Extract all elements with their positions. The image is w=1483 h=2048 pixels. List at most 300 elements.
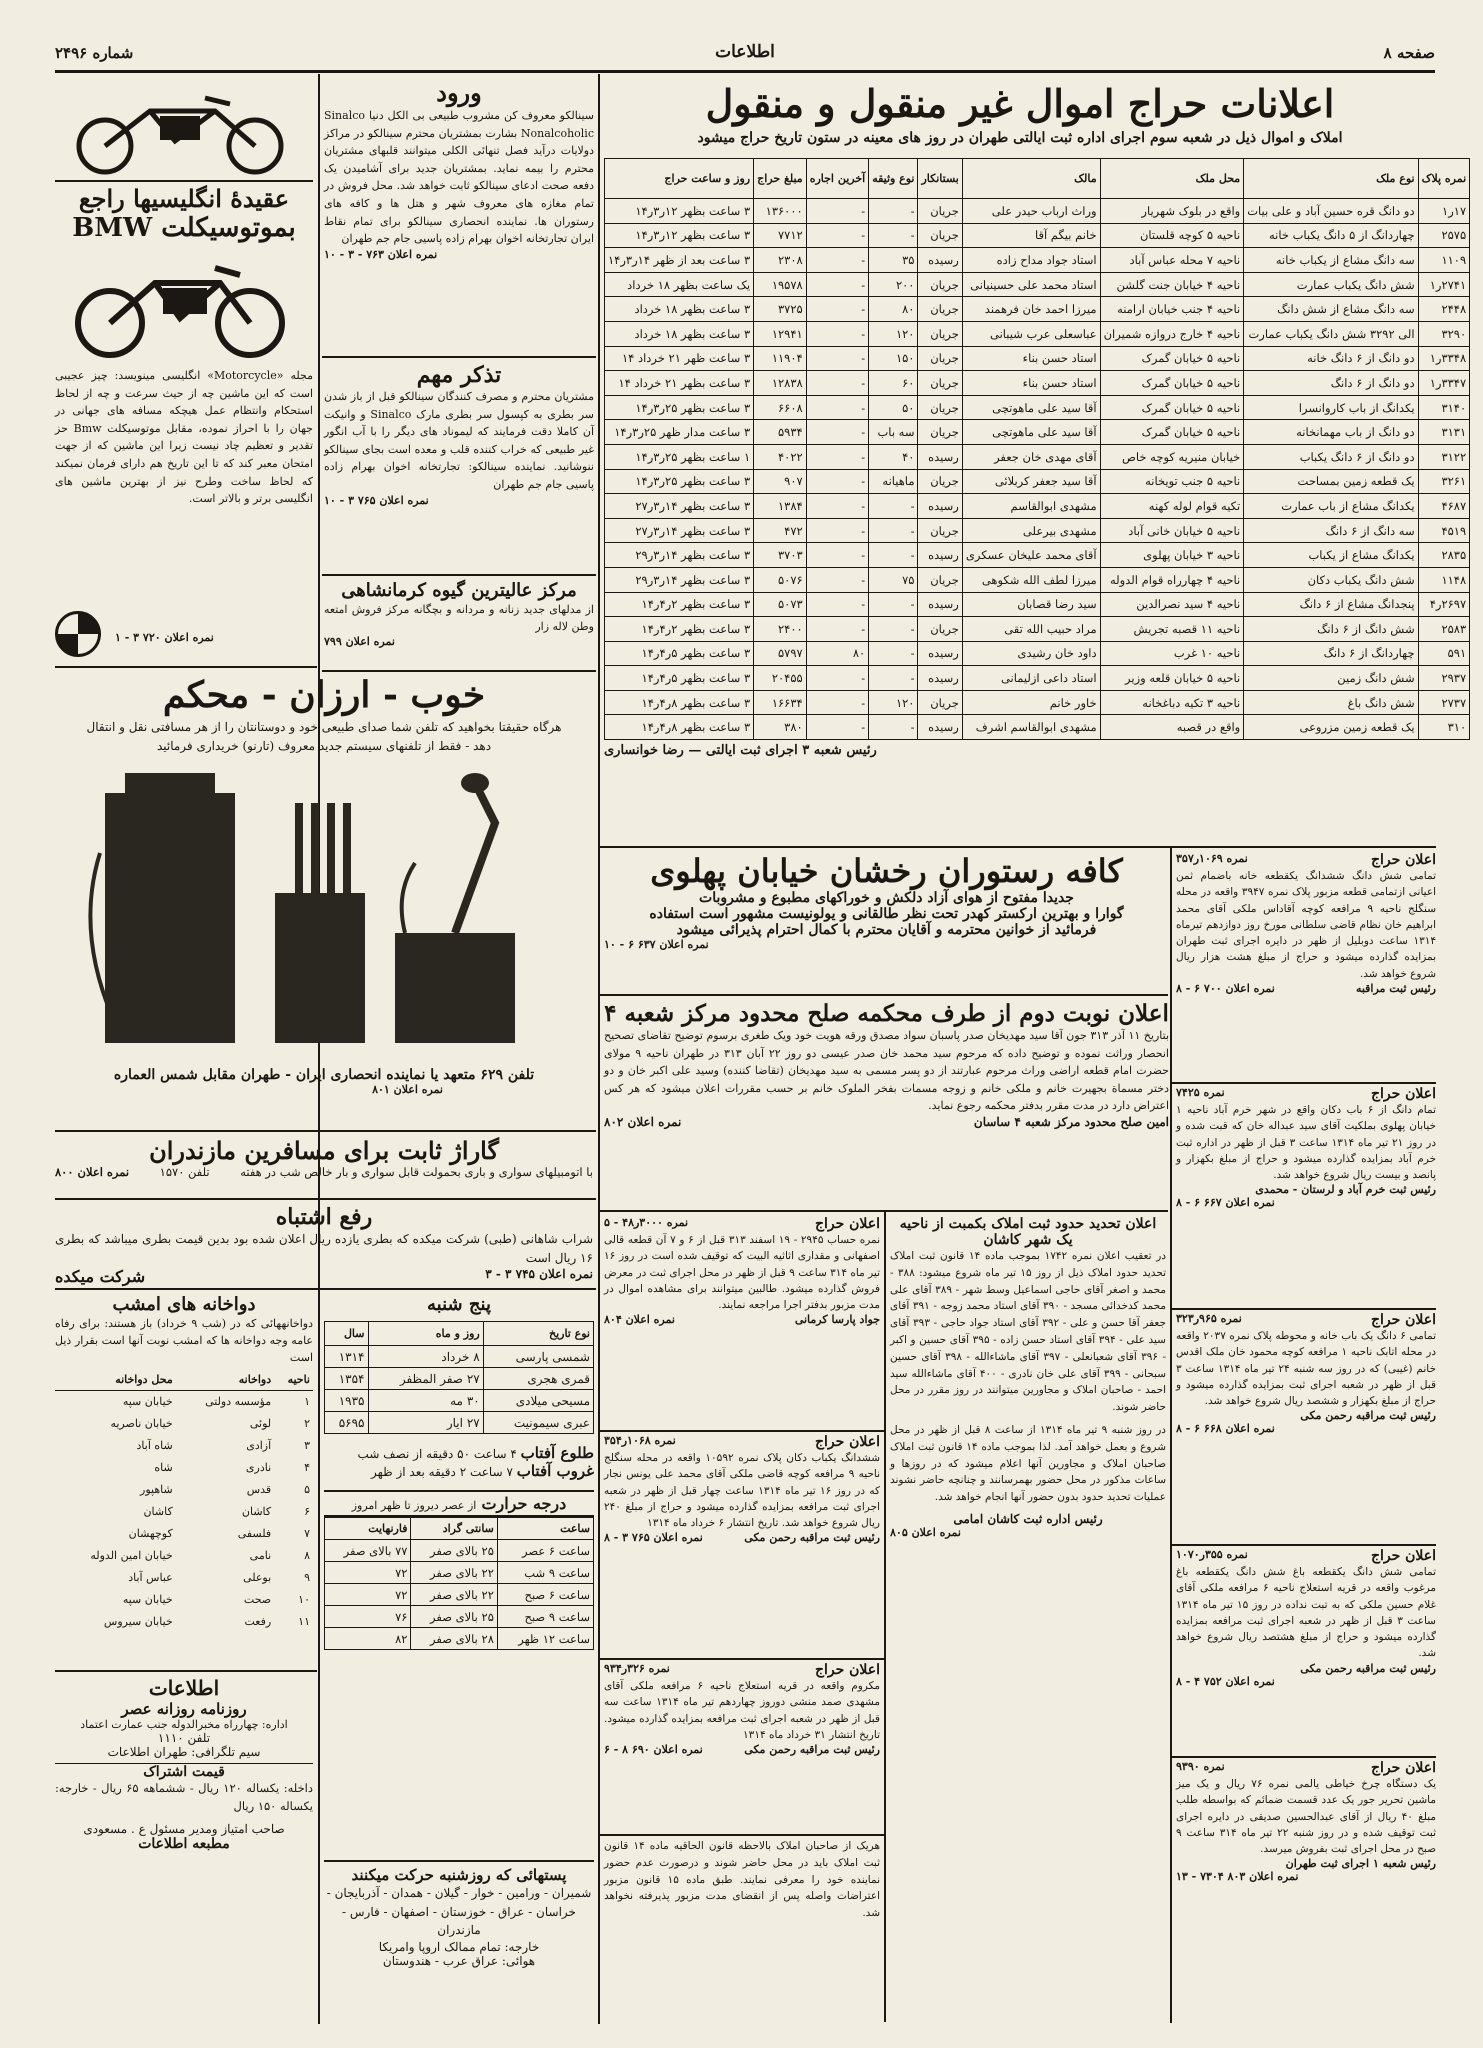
auction-row <box>605 199 1470 224</box>
temperature-row-cell: ساعت ۹ صبح <box>497 1606 593 1628</box>
auction-row-cell: شش دانگ باغ <box>1244 690 1418 715</box>
notice-r5-title: اعلان حراج <box>1370 1760 1436 1776</box>
temperature-row <box>325 1628 594 1650</box>
auction-row-cell: ۳۲۹۰ <box>1418 321 1470 346</box>
masthead-rule <box>55 70 1435 73</box>
auction-row-cell: - <box>869 641 918 666</box>
auction-row <box>605 641 1470 666</box>
auction-row-cell: - <box>869 494 918 519</box>
auction-row-cell: رسیده <box>918 248 962 273</box>
rule-c2-1 <box>322 356 596 358</box>
auction-row-cell: رسیده <box>918 494 962 519</box>
correction-title: رفع اشتباه <box>275 1204 373 1230</box>
auction-row-cell: ۳۷۰۳ <box>754 543 807 568</box>
auction-row <box>605 617 1470 642</box>
auction-row-cell: ۳ ساعت بظهر ۲۵ر۳ر۱۴ <box>605 395 754 420</box>
pharmacy-row-cell: آزادی <box>246 1438 272 1452</box>
auction-row-cell: جریان <box>918 199 962 224</box>
pharmacy-row-cell: ۱ <box>304 1394 310 1408</box>
auction-row-cell: جریان <box>918 346 962 371</box>
auction-row-cell: آقا سید جعفر کربلائی <box>962 469 1100 494</box>
notice-b1-ad-number: نمره اعلان ۸۰۴ <box>604 1313 675 1327</box>
auction-row-cell: دو دانگ از ۶ دانگ <box>1244 371 1418 396</box>
auction-row-cell: استاد حسن بناء <box>962 371 1100 396</box>
auction-row-cell: ۱۹۵۷۸ <box>754 272 807 297</box>
auction-row-cell: - <box>806 321 868 346</box>
bmw-ad <box>55 76 313 666</box>
auction-row-cell: ۳ ساعت مدار ظهر ۲۵ر۳ر۱۴ <box>605 420 754 445</box>
pharmacy-col-district: ناحیه <box>274 1370 313 1390</box>
auction-row-cell: ۳ ساعت بظهر ۸ر۴ر۱۴ <box>605 690 754 715</box>
rule-c12-1 <box>55 1130 596 1132</box>
auction-row-cell: آقا سید علی ماهوتچی <box>962 420 1100 445</box>
auction-row <box>605 371 1470 396</box>
auction-row-cell: پنجدانگ مشاع از ۶ دانگ <box>1244 592 1418 617</box>
garage-ad-number: نمره اعلان ۸۰۰ <box>55 1165 130 1179</box>
auction-row-cell: ناحیه ۵ خیابان قلعه وزیر <box>1100 666 1244 691</box>
temperature-row-cell: ۸۲ <box>325 1628 411 1650</box>
temperature-row <box>325 1584 594 1606</box>
pharmacy-row-cell: نامی <box>249 1548 272 1562</box>
auction-row-cell: شش دانگ یکباب عمارت <box>1244 272 1418 297</box>
auction-row-cell: ۷۵ <box>869 567 918 592</box>
auction-row-cell: ۳ ساعت بظهر ۵ر۴ر۱۴ <box>605 666 754 691</box>
auction-row-cell: رسیده <box>918 715 962 740</box>
auction-row-cell: سه دانگ مشاع از یکباب خانه <box>1244 248 1418 273</box>
auction-row-cell: ۵۰۷۳ <box>754 592 807 617</box>
calendar-row-cell: ۱۳۵۴ <box>325 1368 369 1390</box>
auction-row-cell: - <box>806 469 868 494</box>
notice-b4-ad-number: نمره اعلان ۶۹۰ ۸ - ۶ <box>604 1743 703 1757</box>
auction-row-cell: - <box>869 715 918 740</box>
notice-b3-body: ششدانگ یکباب دکان پلاک نمره ۱۰۵۹۲ واقعه در محله سنگلج ناحیه ۹ مرافعه کوچه قاضی ملکی آقای محمد علی یونس نجار که در روز ۱۶ تیر ماه ۱۳۱۴ ساعت چهار قبل از ظهر در شعبه اجرای ثبت مرافعه بمزایده گذارده میشود و حراج از مبلغ ۲۴۰ ریال شروع خواهد شد. تاریخ انتشار ۶ خرداد ماه ۱۳۱۴ <box>604 1452 881 1530</box>
auction-row <box>605 518 1470 543</box>
kerman-ad <box>324 580 594 670</box>
auction-row-cell: ۲۸۳۵ <box>1418 543 1470 568</box>
auction-row-cell: ۳ ساعت بظهر ۱۸ خرداد <box>605 321 754 346</box>
telephone-illustration <box>55 763 593 1063</box>
auction-row-cell: ۱۵۰ <box>869 346 918 371</box>
calendar-row <box>325 1390 594 1412</box>
temperature-title-a: درجه حرارت <box>481 1494 567 1513</box>
calendar-row-cell: ۵۶۹۵ <box>325 1412 369 1434</box>
auction-row-cell: دو دانگ قره حسین آباد و علی بیات <box>1244 199 1418 224</box>
auction-row-cell: ۳ ساعت بظهر ۲ر۴ر۱۴ <box>605 592 754 617</box>
auction-row-cell: خاور خانم <box>962 690 1100 715</box>
auction-row-cell: - <box>806 543 868 568</box>
auction-row-cell: ۳۱۰ <box>1418 715 1470 740</box>
notice-b2-ad-number: نمره اعلان ۸۰۵ <box>890 1525 961 1539</box>
colophon-owner: صاحب امتیاز ومدیر مسئول ع . مسعودی <box>83 1821 285 1836</box>
auction-row-cell: ۴۵۱۹ <box>1418 518 1470 543</box>
auction-row-cell: - <box>806 297 868 322</box>
post-title: پستهائی که روزشنبه حرکت میکنند <box>324 1860 594 1884</box>
pharmacy-row-cell: ۷ <box>304 1526 310 1540</box>
wordu-body: سینالکو معروف کن مشروب طبیعی بی الکل دنیا Sinalco Nonalcoholic بشارت بمشتریان محترم سینالکو در مراکز دولایات درآید فصل تنهائی الکلی میتوانند قلبهای مشتریان محترم را بیمه نماید. بمشتریان جدید برای آشامیدن یک دفعه صحت ادعای سینالکو ثابت خواهد شد. محل فروش در تمام مغازه های معروف شهر و هتل ها و کافه های رستوران ها. نماینده انحصاری سینالکو برای تمام نقاط ایران تجارتخانه اخوان بهرام زاده پاسیی جام جم طهران <box>324 109 594 246</box>
pharmacy-row <box>55 1434 313 1456</box>
notice-r2 <box>1176 1086 1436 1306</box>
kerman-ad-number: نمره اعلان ۷۹۹ <box>324 635 395 649</box>
rule-c12-3 <box>55 1288 596 1290</box>
pharmacy-row <box>55 1500 313 1522</box>
auction-row-cell: ۷۷۱۲ <box>754 223 807 248</box>
auction-row-cell: یک ساعت بظهر ۱۸ خرداد <box>605 272 754 297</box>
cafe-line3: فرمائید از خوانین محترمه و آقایان محترم با کمال احترام پذیرائی میشود <box>676 922 1097 938</box>
auction-row-cell: ۳ ساعت بظهر ۱۴ر۳ر۲۷ <box>605 494 754 519</box>
notice-r2-body: تمام دانگ از ۶ باب دکان واقع در شهر خرم آباد ناحیه ۱ خیابان پهلوی بملکیت آقای سید عبداله خان که قبت شده و در روز ۲۱ تیر ماه ۱۳۱۴ ساعت ۳ قبل از ظهر در اداره ثبت خرم آباد بمزایده گذارده میشود و حراج از مبلغ بکهزار و پانصد و بیست ریال شروع خواهد شد. <box>1176 1104 1436 1182</box>
notice-r4-sign: رئیس ثبت مراقبه رحمن مکی <box>1300 1661 1436 1675</box>
telephone-contact: تلفن ۶۲۹ متعهد یا نماینده انحصاری ایران - طهران مقابل شمس العماره <box>113 1067 535 1084</box>
telephone-slogan: خوب - ارزان - محکم <box>162 674 486 716</box>
rule-c2-2 <box>322 574 596 576</box>
calendar-col-type: نوع تاریخ <box>483 1322 593 1346</box>
auction-row-cell: ۲۴۴۸ <box>1418 297 1470 322</box>
calendar-row-cell: ۱۹۳۵ <box>325 1390 369 1412</box>
court-ad-number: نمره اعلان ۸۰۲ <box>604 1114 682 1129</box>
auction-row-cell: - <box>806 223 868 248</box>
pharmacy-row-cell: ۱۱ <box>298 1614 310 1628</box>
auction-row-cell: ناحیه ۷ محله عباس آباد <box>1100 248 1244 273</box>
pharmacy-row-cell: ۹ <box>304 1570 310 1584</box>
col-deposit: نوع وثیقه <box>869 159 918 199</box>
auction-row-cell: واقع در قصبه <box>1100 715 1244 740</box>
auction-row-cell: ۳۷۲۵ <box>754 297 807 322</box>
auction-row <box>605 395 1470 420</box>
auction-row-cell: ۵۹۳۴ <box>754 420 807 445</box>
calendar-row-cell: ۲۷ صفر المظفر <box>368 1368 483 1390</box>
temperature-row-cell: ۲۲ بالای صفر <box>411 1584 497 1606</box>
auction-row-cell: جریان <box>918 690 962 715</box>
auction-row-cell: مشهدی ابوالقاسم اشرف <box>962 715 1100 740</box>
auction-row-cell: - <box>806 346 868 371</box>
masthead <box>55 40 1435 68</box>
pharmacy-row-cell: رفعت <box>244 1614 272 1628</box>
calendar-col-day: روز و ماه <box>368 1322 483 1346</box>
pharmacy-row-cell: لوئی <box>249 1416 272 1430</box>
auction-row-cell: ناحیه ۴ جنب خیابان ارامنه <box>1100 297 1244 322</box>
notice-r3-ad-number: نمره اعلان ۶۶۸ ۶ - ۸ <box>1176 1422 1275 1436</box>
colophon-type: روزنامه روزانه عصر <box>121 1700 247 1718</box>
auction-row-cell: ۳ ساعت بظهر ۱۴ر۳ر۲۷ <box>605 518 754 543</box>
calendar-row <box>325 1412 594 1434</box>
auction-row <box>605 494 1470 519</box>
col-creditor: بستانکار <box>918 159 962 199</box>
auction-row <box>605 567 1470 592</box>
auction-row-cell: جریان <box>918 420 962 445</box>
auction-row-cell: شش دانگ زمین <box>1244 666 1418 691</box>
auction-row-cell: استاد حسن بناء <box>962 346 1100 371</box>
pharmacy-row-cell: ۱۰ <box>298 1592 310 1606</box>
auction-row-cell: یک قطعه زمین مزروعی <box>1244 715 1418 740</box>
auction-row <box>605 248 1470 273</box>
rule-b-2 <box>600 1658 884 1660</box>
auction-row-cell: آقای محمد علیخان عسکری <box>962 543 1100 568</box>
auction-row-cell: ۵۷۹۷ <box>754 641 807 666</box>
auction-row-cell: ۲۳۰۸ <box>754 248 807 273</box>
sunset-time: ۷ ساعت ۲ دقیقه بعد از ظهر <box>370 1465 513 1479</box>
auction-row-cell: ۳ ساعت ظهر ۲۱ خرداد ۱۴ <box>605 346 754 371</box>
auction-row-cell: ۱۶۶۳۴ <box>754 690 807 715</box>
auction-row-cell: رسیده <box>918 543 962 568</box>
auction-row-cell: جریان <box>918 567 962 592</box>
notice-r3-sign: رئیس ثبت مراقبه رحمن مکی <box>1300 1409 1436 1423</box>
temperature-row-cell: ۲۵ بالای صفر <box>411 1606 497 1628</box>
auction-table <box>604 158 1470 740</box>
auction-row-cell: ۲۴۰۰ <box>754 617 807 642</box>
auction-row-cell: ۳ ساعت بظهر ۱۲ر۳ر۱۴ <box>605 199 754 224</box>
notice-b3-no: نمره ۱۰۶۸ر۳۵۴ <box>604 1434 676 1447</box>
auction-row-cell: - <box>869 223 918 248</box>
auction-row-cell: - <box>869 518 918 543</box>
auction-row-cell: ۲۷۳۷ <box>1418 690 1470 715</box>
auction-row <box>605 272 1470 297</box>
notice-b2-sign: رئیس اداره ثبت کاشان امامی <box>953 1511 1103 1526</box>
col-date: روز و ساعت حراج <box>605 159 754 199</box>
notice-b2 <box>890 1216 1166 2016</box>
pharmacy-row-cell: ۴ <box>304 1460 310 1474</box>
temperature-row-cell: ۲۲ بالای صفر <box>411 1562 497 1584</box>
calendar-row-cell: ۳۰ مه <box>368 1390 483 1412</box>
notice-r1 <box>1176 852 1436 1082</box>
auction-row-cell: ۳ ساعت بظهر ۲ر۴ر۱۴ <box>605 617 754 642</box>
notice-r4-no: نمره ۳۵۵ر۱۰۷۰ <box>1176 1548 1248 1561</box>
pharmacy-row-cell: شاهپور <box>140 1482 173 1496</box>
notice-r1-body: تمامی شش دانگ ششدانگ یکقطعه خانه باضمام ثمن اعیانی ازتمامی قطعه مزبور پلاک نمره ۳۹۴۷ واقعه در محله سنگلج ناحیه ۹ مرافعه کوچه آقاداس ملکی آقای محمد ابراهیم خان نظام قاضی سلطانی مورخ روز دوازدهم تیرماه ۱۳۱۴ ساعت دوبلیل از ظهر در دایره اجرای ثبت طهران بمزایده گذارده میشود و حراج از مبلغ هشت هزار ریال شروع خواهد شد. <box>1176 870 1437 980</box>
pharmacy-row <box>55 1478 313 1500</box>
auction-row <box>605 420 1470 445</box>
notice-b1-no: نمره ۳۰۰۰ر۴۸ - ۵ <box>604 1216 689 1229</box>
cafe-ad <box>604 852 1169 992</box>
temperature-row-cell: ۷۲ <box>325 1562 411 1584</box>
colophon <box>55 1676 313 1976</box>
temperature-row-cell: ۲۸ بالای صفر <box>411 1628 497 1650</box>
auction-row-cell: دو دانگ از باب مهمانخانه <box>1244 420 1418 445</box>
auction-row-cell: جریان <box>918 297 962 322</box>
pharmacy-row-cell: خیابان سپه <box>122 1592 173 1606</box>
subscription-body: داخله: یکساله ۱۲۰ ریال - ششماهه ۶۵ ریال - خارجه: یکساله ۱۵۰ ریال <box>55 1781 313 1813</box>
pharmacy-col-name: دواخانه <box>176 1370 274 1390</box>
divider-sub <box>884 1212 886 2022</box>
auction-row-cell: - <box>806 715 868 740</box>
auction-row-cell: ۲۵۷۵ <box>1418 223 1470 248</box>
temperature-row-cell: ساعت ۶ عصر <box>497 1540 593 1562</box>
calendar-row-cell: ۱۳۱۴ <box>325 1346 369 1368</box>
calendar-row-cell: ۸ خرداد <box>368 1346 483 1368</box>
auction-row-cell: ناحیه ۱۰ غرب <box>1100 641 1244 666</box>
wordu-ad-number: نمره اعلان ۷۶۳ - ۳ - ۱۰ <box>324 247 438 261</box>
auction-row-cell: ۱۳۶۰۰۰ <box>754 199 807 224</box>
pharmacy-row-cell: ۳ <box>304 1438 310 1452</box>
auction-row <box>605 690 1470 715</box>
notice-b5-body: هریک از صاحبان املاک بالاحظه قانون الحاقیه ماده ۱۴ قانون ثبت املاک باید در محل حاضر شوند و درصورت عدم حضور نماینده خود را معرفی نمایند. طبق ماده ۱۵ قانون مزبور اعتراضات واصله پس از انقضای مدت مزبور پذیرفته نخواهد شد. <box>604 1840 880 1920</box>
calendar-row-cell: عبری سیمونیت <box>483 1412 593 1434</box>
auction-row-cell: استاد داعی ازلیمانی <box>962 666 1100 691</box>
auction-row-cell: ۲۵۸۳ <box>1418 617 1470 642</box>
notice-b3-sign: رئیس ثبت مراقبه رحمن مکی <box>744 1531 880 1545</box>
auction-row-cell: ۳۳۴۸ر۱ <box>1418 346 1470 371</box>
col-location: محل ملک <box>1100 159 1244 199</box>
note-important <box>324 362 594 567</box>
pharmacy-intro: دواخانههائی که در (شب ۹ خرداد) باز هستند: برای رفاه عامه وجه دواخانه ها که امشب نوبت آنها است بقرار ذیل است <box>55 1317 314 1365</box>
temperature-row-cell: ساعت ۹ شب <box>497 1562 593 1584</box>
auction-row-cell: - <box>806 690 868 715</box>
calendar-table <box>324 1321 594 1434</box>
auction-row-cell: ۴۶۸۷ <box>1418 494 1470 519</box>
auction-row-cell: - <box>806 567 868 592</box>
auction-row-cell: جریان <box>918 469 962 494</box>
court-sign: امین صلح محدود مرکز شعبه ۴ ساسان <box>973 1114 1169 1129</box>
cafe-ad-number: نمره اعلان ۶۳۷ ۶ - ۱۰ <box>604 938 709 951</box>
kerman-body: از مدلهای جدید زنانه و مردانه و بچگانه مرکز فروش امتعه وطن لاله زار <box>324 603 594 634</box>
bmw-logo-icon <box>55 611 101 657</box>
auction-row-cell: سه دانگ مشاع از شش دانگ <box>1244 297 1418 322</box>
rule-rr-4 <box>1172 1756 1436 1758</box>
auction-row-cell: مشهدی ابوالقاسم <box>962 494 1100 519</box>
auction-row-cell: رسیده <box>918 444 962 469</box>
kerman-title: مرکز عالیترین گیوه کرمانشاهی <box>341 580 577 601</box>
auction-row-cell: ۵۹۱ <box>1418 641 1470 666</box>
auction-row <box>605 592 1470 617</box>
pharmacy-row <box>55 1588 313 1610</box>
notice-b4-title: اعلان حراج <box>814 1662 880 1678</box>
notice-r5-sign: رئیس شعبه ۱ اجرای ثبت طهران <box>1285 1857 1436 1871</box>
page-number: صفحه ۸ <box>1383 44 1435 62</box>
note-important-body: مشتریان محترم و مصرف کنندگان سینالکو قبل از باز شدن سر بطری به کپسول سر بطری مارک Sinalco و وانیکت آن کاملا دقت فرمایند که لیموناد های دیگر را با آب انگور غیر طبیعی که خراب کننده قلب و معده است بجای سینالکو ننوشانید. نماینده سینالکو: تجارتخانه اخوان بهرام زاده پاسیی جام جم طهران <box>324 390 595 491</box>
notice-b4-sign: رئیس ثبت مراقبه رحمن مکی <box>744 1743 880 1757</box>
auction-row-cell: ناحیه ۵ خیابان خانی آباد <box>1100 518 1244 543</box>
subscription-title: قیمت اشتراک <box>55 1763 313 1780</box>
auction-bottom-rule <box>600 846 1436 848</box>
bmw-brand: بموتوسیکلت BMW <box>72 213 296 243</box>
wordu-title: ورود <box>436 78 482 107</box>
auction-row-cell: ۵۰ <box>869 395 918 420</box>
calendar-header-row <box>325 1322 594 1346</box>
motorcycle-illustration-bottom <box>55 243 313 363</box>
calendar-row-cell: مسیحی میلادی <box>483 1390 593 1412</box>
auction-row-cell: شش دانگ یکباب دکان <box>1244 567 1418 592</box>
notice-b4 <box>604 1662 880 1832</box>
pharmacy-row-cell: ۸ <box>304 1548 310 1562</box>
auction-row-cell: ۱۱۹۰۴ <box>754 346 807 371</box>
auction-row-cell: ۶۶۰۸ <box>754 395 807 420</box>
pharmacy-title: دواخانه های امشب <box>112 1294 256 1315</box>
pharmacy-row-cell: عباس آباد <box>128 1570 173 1584</box>
colophon-tel-label: تلفن <box>187 1731 211 1745</box>
bmw-ad-number: نمره اعلان ۷۲۰ ۳ - ۱ <box>115 631 214 644</box>
notice-b1-body: نمره حساب ۲۹۴۵ - ۱۹ اسفند ۳۱۳ قبل از ۶ و ۷ آن قطعه قالی اصفهانی و مقداری اثاثیه البیت که توقیف شده است در روز ۱۶ تیر ماه ۳۱۴ ساعت ۹ قبل از ظهر در محل اجرای ثبت در معرض فروش گذارده میشود. طالبین میتوانند برای مشاهده اموال در مدت مزبور بدفتر اجرا مراجعه نمایند. <box>604 1234 881 1312</box>
auction-row-cell: ۱۱۰۹ <box>1418 248 1470 273</box>
auction-row-cell: مراد حبیب الله تقی <box>962 617 1100 642</box>
auction-row-cell: آقا سید علی ماهوتچی <box>962 395 1100 420</box>
notice-b3-ad-number: نمره اعلان ۷۶۵ ۳ - ۸ <box>604 1531 703 1545</box>
auction-row-cell: سه دانگ از ۶ دانگ <box>1244 518 1418 543</box>
auction-row-cell: ۳ ساعت بظهر ۲۱ خرداد ۱۴ <box>605 371 754 396</box>
auction-row-cell: ۳ ساعت بظهر ۱۴ر۳ر۲۹ <box>605 543 754 568</box>
auction-row-cell: استاد محمد علی حسینیانی <box>962 272 1100 297</box>
auction-row-cell: عباسعلی عرب شیبانی <box>962 321 1100 346</box>
auction-row-cell: ۱۲۰ <box>869 690 918 715</box>
pharmacy-row-cell: کاشان <box>241 1504 272 1518</box>
auction-row-cell: ناحیه ۵ خیابان گمرک <box>1100 420 1244 445</box>
auction-row-cell: ۳۲۶۱ <box>1418 469 1470 494</box>
auction-row <box>605 444 1470 469</box>
auction-row <box>605 223 1470 248</box>
notice-r5-body: یک دستگاه چرخ خیاطی یالمی نمره ۷۶ ریال و یک میز ماشین تحریر جور یک عدد قسمت ضمائم که بواسطه طلب مبلغ ۴۰ ریال از آقای عبدالحسین صدیقی در دایره اجرای ثبت توقیف شده و در روز شنبه ۲۲ تیر ماه ۳۱۴ ساعت ۹ صبح در محل اجرای ثبت بفروش میرسد. <box>1176 1778 1436 1856</box>
calendar-row <box>325 1368 594 1390</box>
notice-r2-sign: رئیس ثبت خرم آباد و لرستان - محمدی <box>1255 1183 1436 1197</box>
notice-b2-title: اعلان تحدید حدود ثبت املاک بکمبت از ناحیه یک شهر کاشان <box>899 1216 1157 1248</box>
auction-row-cell: چهاردانگ از ۵ دانگ یکباب خانه <box>1244 223 1418 248</box>
calendar-row-cell: ۲۷ ایار <box>368 1412 483 1434</box>
auction-row <box>605 666 1470 691</box>
rule-rr-1 <box>1172 1082 1436 1084</box>
auction-row-cell: - <box>806 371 868 396</box>
auction-row-cell: یکدانگ مشاع از یکباب <box>1244 543 1418 568</box>
auction-row-cell: ناحیه ۵ جنب تویخانه <box>1100 469 1244 494</box>
pharmacy-row-cell: شاه آباد <box>136 1438 173 1452</box>
auction-row-cell: - <box>806 518 868 543</box>
auction-row-cell: ۶۰ <box>869 371 918 396</box>
auction-row-cell: - <box>806 395 868 420</box>
pharmacy-col-place: محل دواخانه <box>55 1370 176 1390</box>
col-rent: آخرین اجاره <box>806 159 868 199</box>
pharmacy-row-cell: ۲ <box>304 1416 310 1430</box>
pharmacy-row <box>55 1412 313 1434</box>
auction-row-cell: - <box>806 199 868 224</box>
auction-row <box>605 346 1470 371</box>
auction-row-cell: جریان <box>918 272 962 297</box>
auction-row-cell: ۳۱۳۱ <box>1418 420 1470 445</box>
auction-row-cell: ناحیه ۵ خیابان گمرک <box>1100 395 1244 420</box>
auction-subtitle: املاک و اموال ذیل در شعبه سوم اجرای اداره ثبت ایالتی طهران در روز های معینه در ستون تاریخ حراج میشود <box>697 130 1343 146</box>
pharmacy-row-cell: کوچهشان <box>128 1526 173 1540</box>
pharmacy-row-cell: خیابان امین الدوله <box>90 1548 173 1562</box>
notice-b4-body: مکروم واقعه در قریه استعلاج ناحیه ۶ مرافعه ملکی آقای مشهدی صمد منشی دوروز چهاردهم تیر ماه ۱۳۱۴ ساعت سه قبل از ظهر در شعبه اجرای ثبت مرافعه بمزایده گذارده میشود. تاریخ انتشار ۳۱ خرداد ماه ۱۳۱۴ <box>604 1680 880 1741</box>
garage-body: با اتومبیلهای سواری و باری بحمولت قابل سواری و بار خالص شب در هفته <box>240 1165 593 1179</box>
garage-title: گاراژ ثابت برای مسافرین مازندران <box>149 1136 499 1165</box>
auction-row-cell: - <box>806 420 868 445</box>
auction-row-cell: ۳۱۲۲ <box>1418 444 1470 469</box>
notice-r1-ad-number: نمره اعلان ۷۰۰ ۶ - ۸ <box>1176 981 1275 995</box>
notice-r5 <box>1176 1760 1436 2022</box>
pharmacy-row-cell: مؤسسه دولتی <box>205 1394 272 1408</box>
pharmacy-table <box>55 1370 313 1632</box>
auction-row-cell: یکدانگ از باب کاروانسرا <box>1244 395 1418 420</box>
auction-footer: رئیس شعبه ۳ اجرای ثبت ایالتی — رضا خوانساری <box>604 743 877 759</box>
notice-b3-title: اعلان حراج <box>814 1434 880 1450</box>
auction-row-cell: ۳ ساعت بعد از ظهر ۱۴ر۳ر۱۴ <box>605 248 754 273</box>
divider-mid <box>598 74 600 2024</box>
correction-ad <box>55 1204 593 1287</box>
pharmacy-row <box>55 1522 313 1544</box>
auction-row-cell: ۸۰ <box>869 297 918 322</box>
auction-row-cell: ۳ ساعت بظهر ۵ر۴ر۱۴ <box>605 641 754 666</box>
rule-rr-2 <box>1172 1308 1436 1310</box>
colophon-press: مطبعه اطلاعات <box>138 1835 230 1852</box>
temperature-row-cell: ۷۶ <box>325 1606 411 1628</box>
telephone-ad-number: نمره اعلان ۸۰۱ <box>372 1083 443 1097</box>
auction-row-cell: ۲۰۰ <box>869 272 918 297</box>
rule-b-3 <box>600 1834 884 1836</box>
auction-row-cell: - <box>806 617 868 642</box>
cafe-title: کافه رستوران رخشان خیابان پهلوی <box>650 852 1123 890</box>
auction-row-cell: ناحیه ۴ خیابان جنت گلشن <box>1100 272 1244 297</box>
bmw-body: مجله «Motorcycle» انگلیسی مینویسد: چیز عجیبی است که این ماشین چه از حیث سرعت و چه از لحاظ استحکام وانتظام عمل هیچکه مسافه های جهانی در جهان را با احراز نموده، مقابل موتوسیکلت Bmw حز تقدیر و تعظیم چاد نیست زیرا این ماشین که از جهت امتحان معبر کند که تا این تاریخ هم دارای فرمان نمیکند که لحاظ ساخت وطرح نیز از بهترین ماشین های انگلیسی برتر و بالاتر است. <box>55 369 313 506</box>
auction-row-cell: ناحیه ۱۱ قصبه تجریش <box>1100 617 1244 642</box>
temperature-title-b: از عصر دیروز تا ظهر امروز <box>351 1499 477 1512</box>
calendar-row <box>325 1346 594 1368</box>
auction-row <box>605 715 1470 740</box>
